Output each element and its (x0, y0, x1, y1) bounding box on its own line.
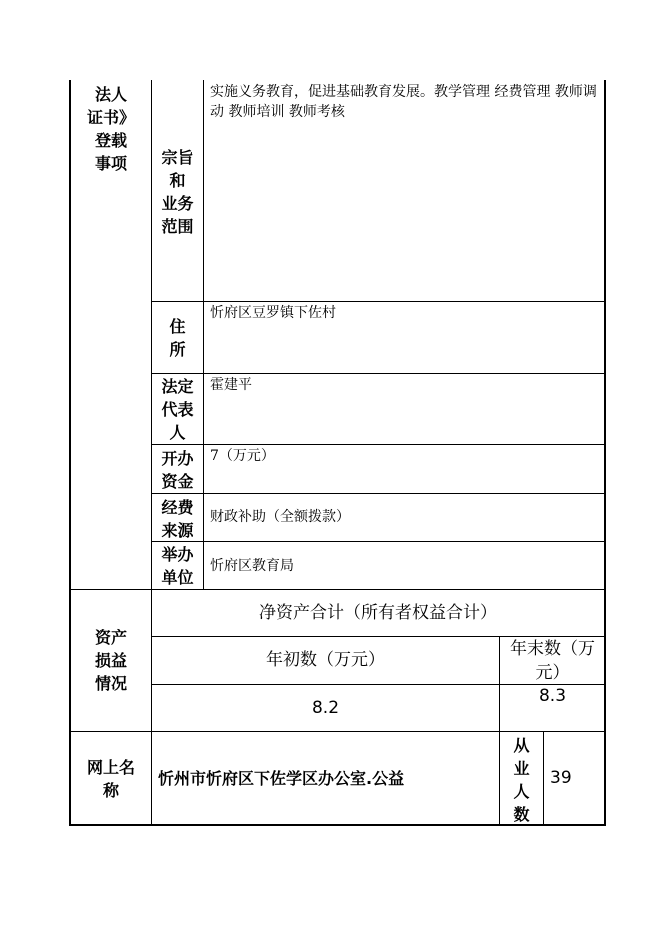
row-divider (151, 301, 605, 302)
label-funding: 经费 来源 (161, 498, 194, 540)
begin-year-header: 年初数（万元） (266, 650, 385, 670)
value-funding: 财政补助（全额拨款） (210, 509, 350, 525)
row-divider (151, 373, 605, 374)
label-purpose: 宗旨 和 业务 范围 (161, 148, 194, 236)
row-divider (151, 541, 605, 542)
value-capital: 7（万元） (210, 448, 275, 464)
begin-year-value: 8.2 (311, 698, 340, 718)
online-label-divider (151, 732, 152, 824)
label-address: 住 所 (169, 317, 186, 359)
value-address: 忻府区豆罗镇下佐村 (210, 305, 336, 321)
label-sponsor: 举办 单位 (161, 545, 194, 587)
row-divider (151, 493, 605, 494)
assets-col-divider (499, 637, 500, 731)
table-left-border (69, 80, 71, 826)
label-capital: 开办 资金 (161, 449, 194, 491)
section-divider (69, 589, 606, 590)
value-staff-count: 39 (550, 768, 572, 788)
section-label-assets: 资产 损益 情况 (94, 628, 127, 693)
label-online-name: 网上名 称 (86, 758, 135, 800)
value-purpose: 实施义务教育，促进基础教育发展。教学管理 经费管理 教师调动 教师培训 教师考核 (210, 84, 597, 120)
end-year-value: 8.3 (538, 686, 567, 706)
value-sponsor: 忻府区教育局 (210, 558, 294, 574)
section-label-registration: 法人 证书》 登载 事项 (86, 85, 135, 173)
field-label-divider (203, 80, 204, 590)
label-legal-rep: 法定 代表 人 (161, 377, 194, 442)
label-staff-count: 从 业 人 数 (513, 736, 530, 824)
end-year-header: 年末数（万元） (510, 639, 595, 683)
row-divider (151, 444, 605, 445)
section-divider (69, 731, 606, 732)
table-right-border (604, 80, 606, 826)
value-online-name: 忻州市忻府区下佐学区办公室.公益 (158, 769, 405, 788)
net-assets-header: 净资产合计（所有者权益合计） (259, 603, 497, 623)
online-col-divider (543, 732, 544, 824)
value-legal-rep: 霍建平 (210, 377, 252, 393)
